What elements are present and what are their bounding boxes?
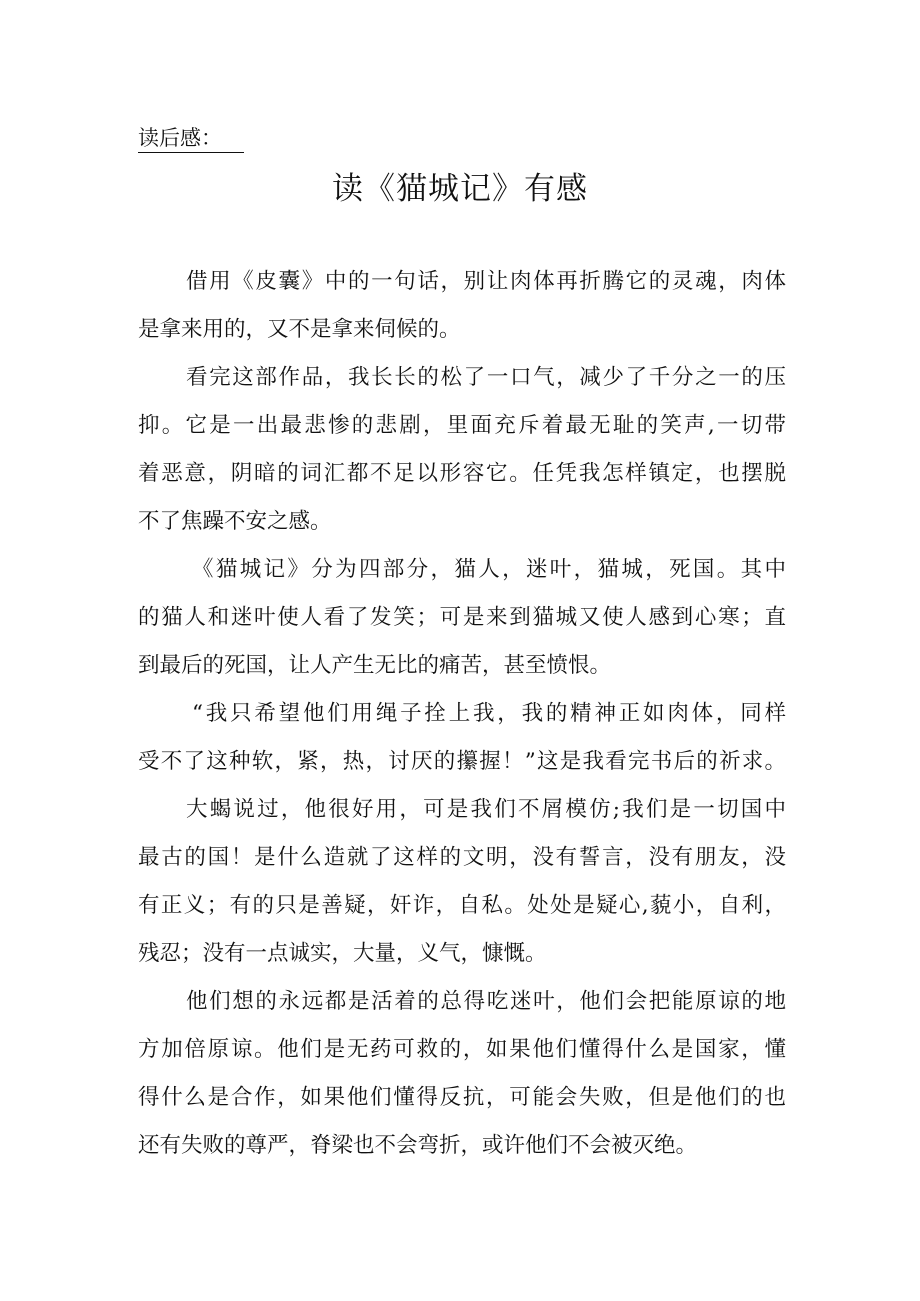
paragraph-1 <box>138 258 786 354</box>
paragraph-line: 受不了这种软，紧，热，讨厌的攥握！”这是我看完书后的祈求。 <box>138 749 786 774</box>
paragraph-line: 借用《皮囊》中的一句话，别让肉体再折腾它的灵魂，肉体 <box>186 269 786 294</box>
paragraph-5 <box>138 786 786 978</box>
paragraph-line: 着恶意，阴暗的词汇都不足以形容它。任凭我怎样镇定，也摆脱 <box>138 461 786 486</box>
paragraph-line: 是拿来用的，又不是拿来伺候的。 <box>138 317 461 342</box>
paragraph-line: 到最后的死国，让人产生无比的痛苦，甚至愤恨。 <box>138 653 612 678</box>
paragraph-line: “我只希望他们用绳子拴上我，我的精神正如肉体，同样 <box>192 701 786 726</box>
section-label: 读后感： <box>138 124 244 153</box>
paragraph-line: 最古的国！是什么造就了这样的文明，没有誓言，没有朋友，没 <box>138 845 786 870</box>
paragraph-line: 残忍；没有一点诚实，大量，义气，慷慨。 <box>138 941 547 966</box>
paragraph-line: 看完这部作品，我长长的松了一口气，减少了千分之一的压 <box>186 365 786 390</box>
page-title: 读《猫城记》有感 <box>332 171 588 207</box>
article-body <box>138 258 786 1170</box>
paragraph-4 <box>138 690 786 786</box>
paragraph-6 <box>138 978 786 1170</box>
paragraph-line: 不了焦躁不安之感。 <box>138 509 332 534</box>
paragraph-line: 有正义；有的只是善疑，奸诈，自私。处处是疑心,藐小，自利， <box>138 893 786 918</box>
paragraph-line: 方加倍原谅。他们是无药可救的，如果他们懂得什么是国家，懂 <box>138 1037 786 1062</box>
paragraph-line: 他们想的永远都是活着的总得吃迷叶，他们会把能原谅的地 <box>186 989 786 1014</box>
paragraph-line: 大蝎说过，他很好用，可是我们不屑模仿;我们是一切国中 <box>186 797 786 822</box>
paragraph-line: 《猫城记》分为四部分，猫人，迷叶，猫城，死国。其中 <box>192 557 786 582</box>
paragraph-2 <box>138 354 786 546</box>
paragraph-3 <box>138 546 786 690</box>
paragraph-line: 的猫人和迷叶使人看了发笑；可是来到猫城又使人感到心寒；直 <box>138 605 786 630</box>
paragraph-line: 得什么是合作，如果他们懂得反抗，可能会失败，但是他们的也 <box>138 1085 786 1110</box>
paragraph-line: 还有失败的尊严，脊梁也不会弯折，或许他们不会被灭绝。 <box>138 1133 698 1158</box>
paragraph-line: 抑。它是一出最悲惨的悲剧，里面充斥着最无耻的笑声,一切带 <box>138 413 786 438</box>
